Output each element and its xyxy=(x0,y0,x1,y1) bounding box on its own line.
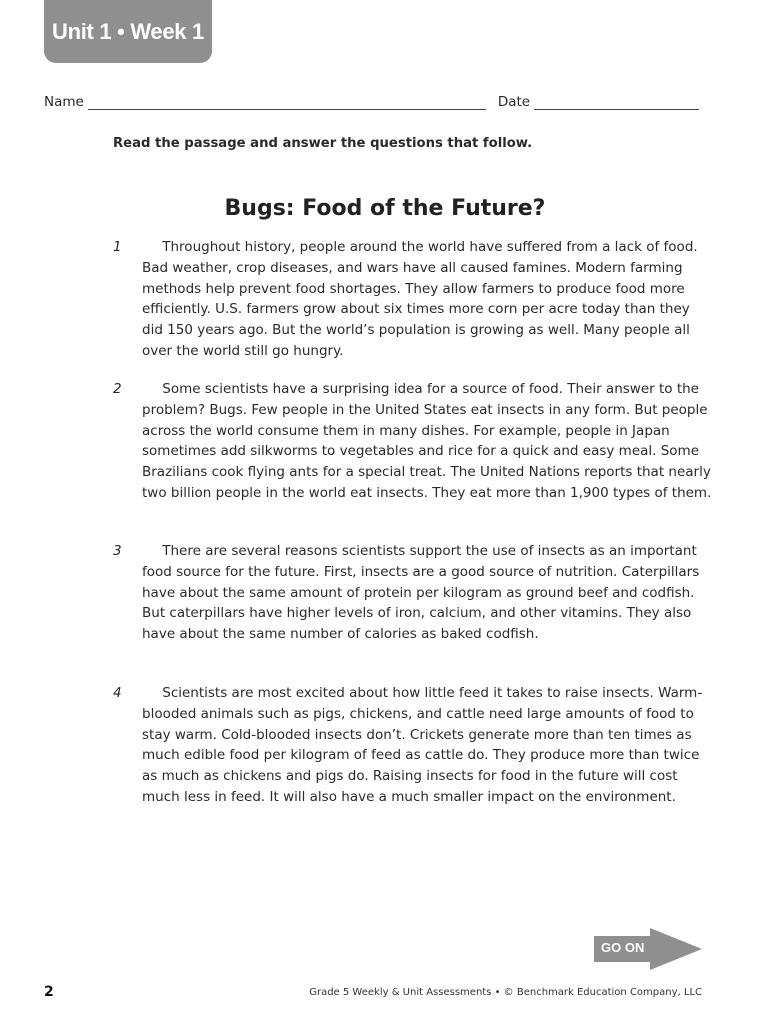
paragraph-number: 4 xyxy=(113,685,122,701)
paragraph-number: 3 xyxy=(113,543,122,559)
footer-credit: Grade 5 Weekly & Unit Assessments • © Benchmark Education Company, LLC xyxy=(309,987,702,998)
instructions: Read the passage and answer the questions that follow. xyxy=(113,136,533,151)
page-number: 2 xyxy=(44,984,54,1000)
go-on-button[interactable] xyxy=(592,928,702,970)
date-label: Date xyxy=(497,94,531,110)
paragraph-text: Some scientists have a surprising idea for a source of food. Their answer to the problem? Bugs. Few people in the United States eat insects in any form. But people across the world consume them in many dishes. For example, people in Japan sometimes add silkworms to vegetables and rice for a quick and easy meal. Some Brazilians cook flying ants for a special treat. The United Nations reports that nearly two billion people in the world eat insects. They eat more than 1,900 types of them. xyxy=(142,381,712,501)
name-date-line xyxy=(44,90,704,110)
paragraph-text: There are several reasons scientists support the use of insects as an important food source for the future. First, insects are a good source of nutrition. Caterpillars have about the same amount of protein per kilogram as ground beef and codfish. But caterpillars have higher levels of iron, calcium, and other vitamins. They also have about the same number of calories as baked codfish. xyxy=(142,543,700,643)
paragraph-number: 1 xyxy=(113,239,122,255)
date-field[interactable] xyxy=(534,95,699,110)
passage-title: Bugs: Food of the Future? xyxy=(224,196,546,221)
name-label: Name xyxy=(44,94,84,110)
name-field[interactable] xyxy=(88,95,486,110)
paragraph-number: 2 xyxy=(113,381,122,397)
go-on-label: GO ON xyxy=(601,940,645,955)
paragraph-text: Scientists are most excited about how little feed it takes to raise insects. Warm-blooded animals such as pigs, chickens, and cattle need large amounts of food to stay warm. Cold-blooded insects don’t. Crickets generate more than ten times as much edible food per kilogram of feed as cattle do. They produce more than twice as much as chickens and pigs do. Raising insects for food in the future will cost much less in feed. It will also have a much smaller impact on the environment. xyxy=(142,685,703,805)
unit-week-tab: Unit 1 • Week 1 xyxy=(44,0,212,63)
paragraph-text: Throughout history, people around the world have suffered from a lack of food. Bad weather, crop diseases, and wars have all caused famines. Modern farming methods help prevent food shortages. They allow farmers to produce food more efficiently. U.S. farmers grow about six times more corn per acre today than they did 150 years ago. But the world’s population is growing as well. Many people all over the world still go hungry. xyxy=(142,239,698,359)
